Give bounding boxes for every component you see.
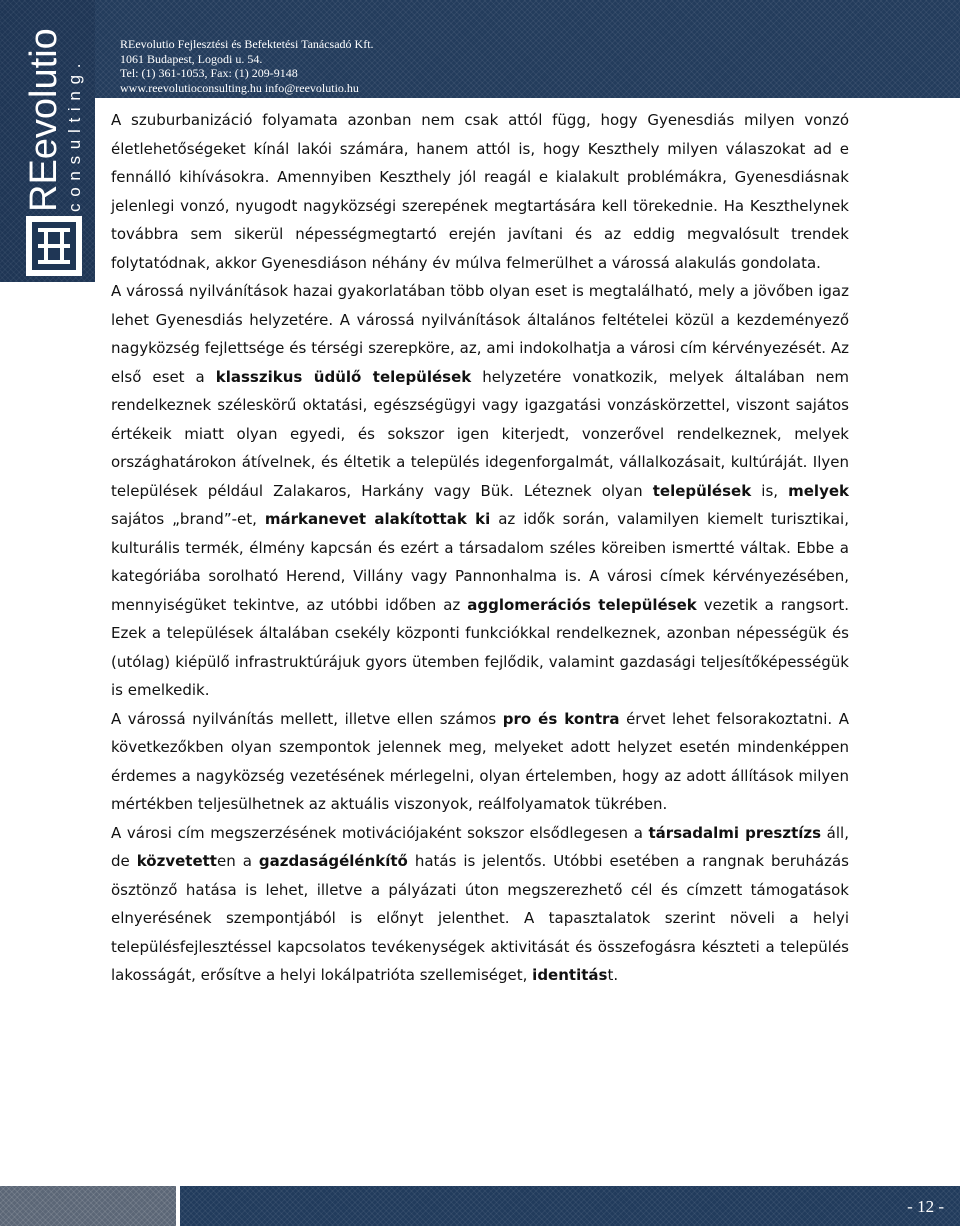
bold-text: gazdaságélénkítő [258, 852, 408, 870]
text-run: helyzetére vonatkozik, melyek általában nem rendelkeznek széleskörű oktatási, egészségügyi vagy igazgatási vonzáskörzettel, viszont sajátos értékeik miatt olyan egyedi, és sokszor igen kiterjedt, vonzerővel rendelkeznek, melyek országhatárokon átívelnek, és éltetik a település idegenforgalmát, vállalkozásait, kultúráját. Ilyen települések például Zalakaros, Harkány vagy Bük. Léteznek olyan [111, 367, 849, 500]
bold-text: márkanevet alakítottak ki [264, 510, 491, 528]
page-number: - 12 - [907, 1197, 944, 1216]
paragraph [111, 705, 849, 819]
header-contact-block [120, 37, 374, 95]
bold-text: melyek [788, 481, 849, 500]
bold-text: identitás [532, 966, 608, 984]
text-run: A várossá nyilvánítás mellett, illetve ellen számos [111, 709, 503, 728]
footer-left-band [0, 1186, 176, 1226]
header-address: 1061 Budapest, Logodi u. 54. [120, 51, 263, 66]
logo-emblem-icon [26, 216, 82, 276]
bold-text: társadalmi presztízs [648, 823, 822, 842]
text-run: hatás is jelentős. Utóbbi esetében a rangnak beruházás ösztönző hatása is lehet, illetve a pályázati úton megszerezhető cél és címzett támogatások elnyerésének szempontjából is előnyt jelenthet. A tapasztalatok szerint növeli a helyi településfejlesztéssel kapcsolatos tevékenységek aktivitását és összefogásra készteti a település lakosságát, erősítve a helyi lokálpatrióta szellemiséget, [111, 852, 849, 984]
text-run: A várossá nyilvánítások hazai gyakorlatában több olyan eset is megtalálható, mely a jövőben igaz lehet Gyenesdiás helyzetére. A várossá nyilvánítások általános feltételei közül a kezdeményező nagyközség fejlettsége és térségi szerepköre, az, ami indokolhatja a városi cím kérvényezését. Az első eset a [111, 282, 849, 386]
text-run: vezetik a rangsort. Ezek a települések általában csekély központi funkciókkal rendelkeznek, azonban népességük és (utólag) kiépülő infrastruktúrájuk gyors ütemben fejlődik, valamint gazdasági teljesítőképességük is emelkedik. [111, 595, 849, 699]
sidebar-logo [0, 0, 95, 282]
header-web: www.reevolutioconsulting.hu info@reevolutio.hu [120, 80, 359, 95]
paragraph [111, 106, 849, 277]
text-run: az idők során, valamilyen kiemelt turisztikai, kulturális termék, élmény kapcsán és ezért a társadalom széles köreiben ismertté váltak. Ebbe a kategóriába sorolható Herend, Villány vagy Pannonhalma is. A városi címek kérvényezésében, mennyiségüket tekintve, az utóbbi időben az [111, 510, 849, 614]
bold-text: települések [652, 481, 752, 500]
bold-text: agglomerációs települések [467, 595, 697, 614]
header-phone: Tel: (1) 361-1053, Fax: (1) 209-9148 [120, 66, 298, 80]
logo-tagline-text: c o n s u l t i n g . [65, 62, 84, 212]
text-run: érvet lehet felsorakoztatni. A következőkben olyan szempontok jelennek meg, melyeket adott helyzet esetén mindenképpen érdemes a nagyközség vezetésének mérlegelni, olyan értelemben, hogy az adott állítások milyen mértékben teljesülhetnek az aktuális viszonyok, reálfolyamatok tükrében. [111, 709, 849, 813]
footer-right-band [180, 1186, 960, 1226]
text-run: áll, de [111, 823, 849, 870]
text-run: A szuburbanizáció folyamata azonban nem csak attól függ, hogy Gyenesdiás milyen vonzó életlehetőségeket kínál lakói számára, hanem attól is, hogy Keszthely milyen válaszokat ad e fennálló kihívásokra. Amennyiben Keszthely jól reagál e kialakult problémákra, Gyenesdiásnak jelenlegi vonzó, nyugodt nagyközségi szerepének megtartására kell törekednie. Ha Keszthelynek továbbra sem sikerül népességmegtartó erején javítani és az eddig megvalósult trendek folytatódnak, akkor Gyenesdiáson néhány év múlva felmerülhet a várossá alakulás gondolata. [111, 111, 849, 272]
text-run: is, [751, 481, 789, 500]
paragraph [111, 819, 849, 990]
text-run: A városi cím megszerzésének motivációjaként sokszor elsődlegesen a [111, 823, 649, 842]
paragraph [111, 277, 849, 705]
header-company: REevolutio Fejlesztési és Befektetési Tanácsadó Kft. [120, 37, 374, 51]
text-run: sajátos „brand”-et, [111, 510, 265, 528]
company-logo [0, 0, 95, 216]
logo-brand-text: REevolutio [23, 28, 65, 212]
text-run: en a [216, 852, 259, 870]
bold-text: közvetett [136, 852, 217, 870]
bold-text: klasszikus üdülő települések [215, 367, 472, 386]
text-run: t. [607, 966, 619, 984]
bold-text: pro és kontra [502, 709, 620, 728]
document-body [111, 106, 849, 990]
